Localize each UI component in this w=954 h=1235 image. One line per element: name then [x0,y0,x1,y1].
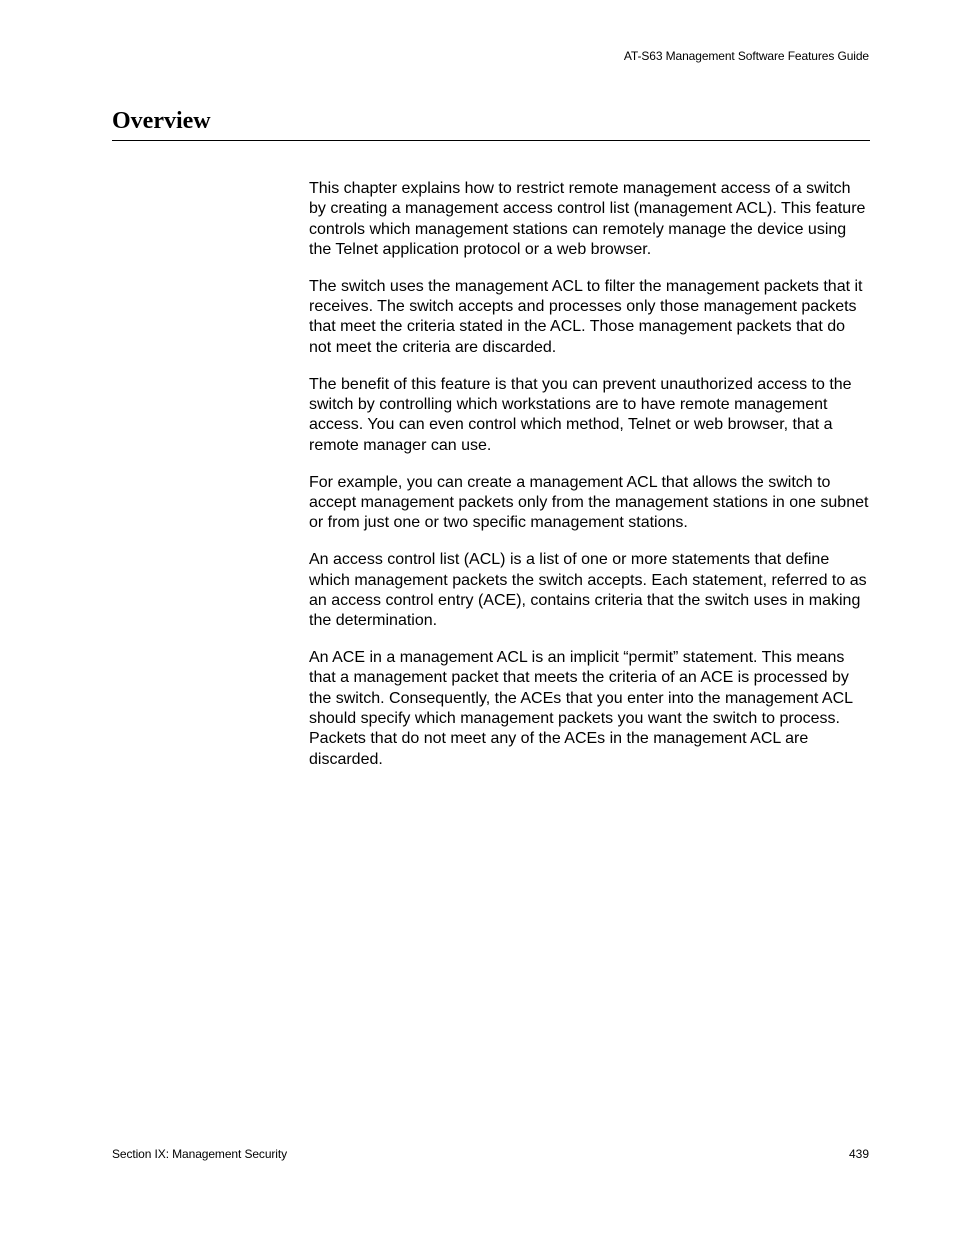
paragraph-ace-permit: An ACE in a management ACL is an implicit “permit” statement. This means that a management packet that meets the criteria of an ACE is processed by the switch. Consequently, the ACEs that you enter into the management ACL should specify which management packets you want the switch to process. Packets that do not meet any of the ACEs in the management ACL are discarded. [309,649,853,768]
title-rule [112,140,870,141]
paragraph-intro: This chapter explains how to restrict remote management access of a switch by creating a management access control list (management ACL). This feature controls which management stations can remotely manage the device using the Telnet application protocol or a web browser. [309,180,866,258]
running-header: AT-S63 Management Software Features Guide [623,49,869,63]
footer-page-number: 439 [848,1147,869,1161]
paragraph-benefit: The benefit of this feature is that you can prevent unauthorized access to the switch by controlling which workstations are to have remote management access. You can even control which method, Telnet or web browser, that a remote manager can use. [309,375,852,454]
paragraph-acl-definition: An access control list (ACL) is a list of one or more statements that define which management packets the switch accepts. Each statement, referred to as an access control entry (ACE), contains criteria that the switch uses in making the determination. [309,551,867,630]
footer-section-label: Section IX: Management Security [112,1147,287,1161]
section-title: Overview [112,108,211,134]
body-text [309,179,871,787]
paragraph-example: For example, you can create a management ACL that allows the switch to accept management packets only from the management stations in one subnet or from just one or two specific management stations. [309,473,869,532]
paragraph-filtering: The switch uses the management ACL to filter the management packets that it receives. The switch accepts and processes only those management packets that meet the criteria stated in the ACL. Those management packets that do not meet the criteria are discarded. [309,277,863,356]
